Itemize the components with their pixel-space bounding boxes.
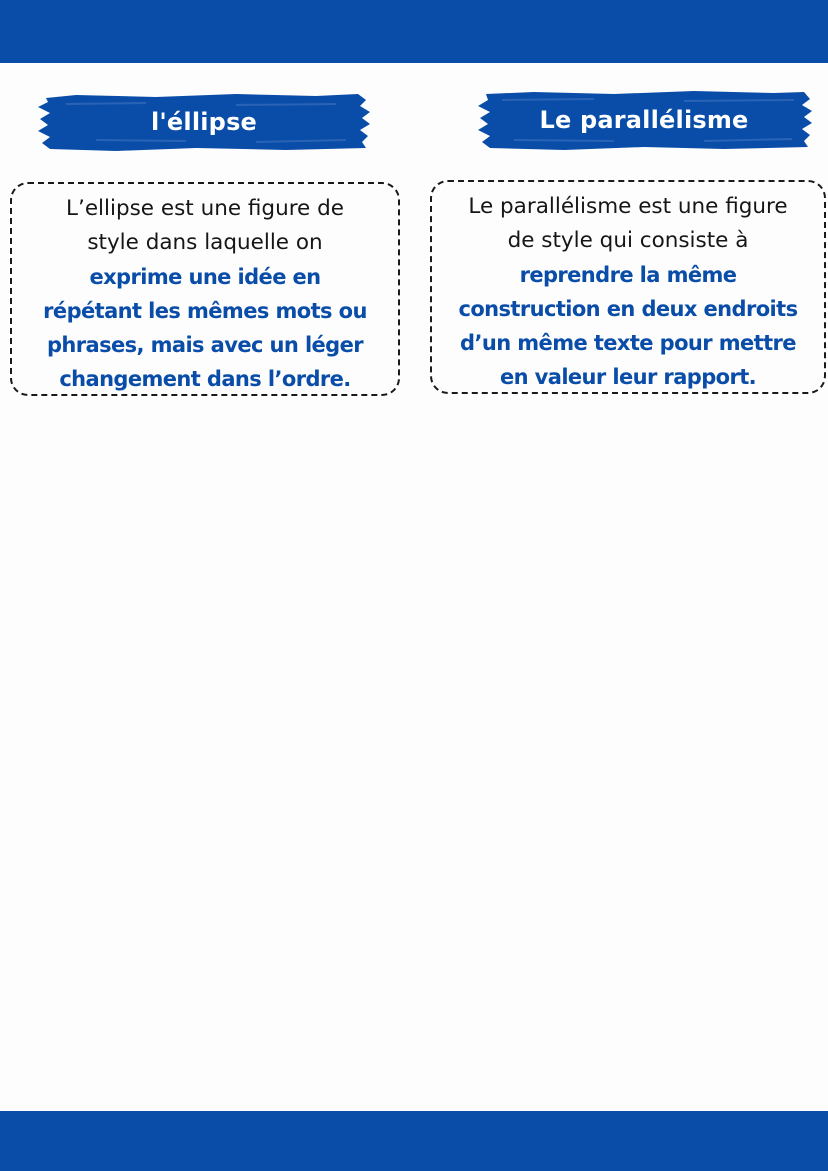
ellipse-title: l'éllipse: [150, 108, 258, 136]
ellipse-definition-card: [10, 182, 400, 396]
parallelism-emphasis-line: en valeur leur rapport.: [499, 365, 757, 389]
parallelism-emphasis-line: d’un même texte pour mettre: [460, 331, 796, 355]
ellipse-emphasis-line: phrases, mais avec un léger: [46, 333, 364, 357]
footer-band: [0, 1111, 828, 1171]
header-band: [0, 0, 828, 63]
parallelism-intro-line: Le parallélisme est une figure: [468, 194, 788, 219]
parallelism-definition-card: [430, 180, 826, 394]
parallelism-title-banner: [474, 88, 814, 152]
ellipse-emphasis-line: exprime une idée en: [89, 265, 321, 289]
parallelism-emphasis-line: construction en deux endroits: [458, 297, 798, 321]
parallelism-emphasis-line: reprendre la même: [519, 263, 737, 287]
ellipse-emphasis-line: changement dans l’ordre.: [59, 367, 351, 391]
ellipse-title-banner: [36, 90, 372, 154]
ellipse-intro-line: L’ellipse est une figure de: [66, 196, 344, 221]
ellipse-intro-line: style dans laquelle on: [87, 230, 323, 255]
parallelism-intro-line: de style qui consiste à: [507, 228, 749, 253]
ellipse-emphasis-line: répétant les mêmes mots ou: [43, 299, 367, 323]
parallelism-title: Le parallélisme: [539, 106, 749, 134]
